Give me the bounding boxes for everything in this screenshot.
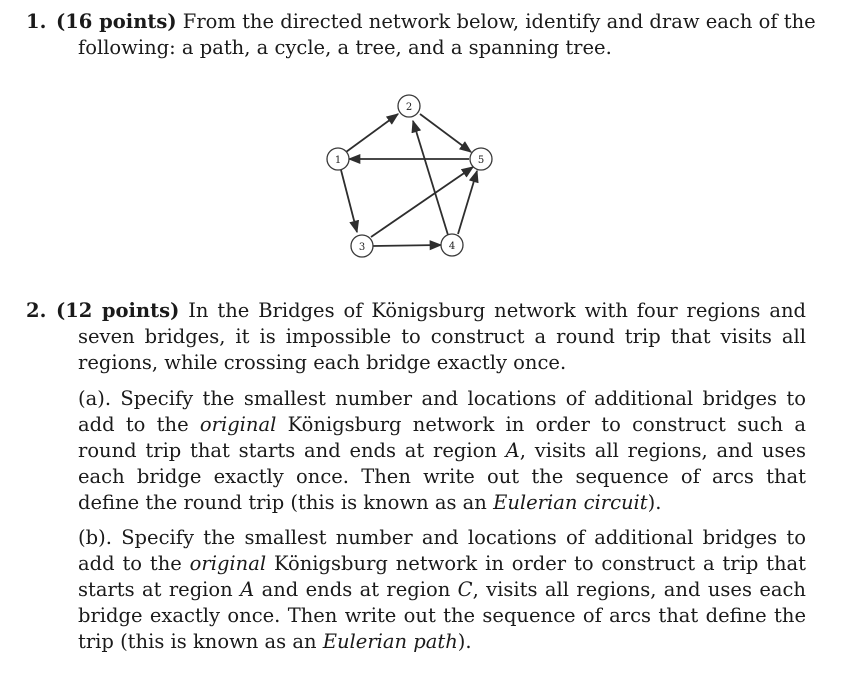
part-a-label: (a). xyxy=(78,387,112,410)
problem-1-number: 1. xyxy=(26,10,47,33)
part-b-eulerian-path: Eulerian path xyxy=(322,630,458,653)
part-a-region-a: A xyxy=(505,439,520,462)
problem-1-line-1 xyxy=(56,9,816,35)
problem-2-text: In the Bridges of Königsburg network with four regions and seven bridges, it is impossible to construct a round trip that visits all regions, while crossing each bridge exactly once. xyxy=(78,299,806,374)
problem-1-text-1: From the directed network below, identify and draw each of the xyxy=(182,10,816,33)
problem-2-number: 2. xyxy=(26,299,47,322)
part-a-eulerian-circuit: Eulerian circuit xyxy=(493,491,648,514)
problem-2-part-b xyxy=(78,525,806,655)
part-b-text-3: and ends at region xyxy=(261,578,451,601)
part-b-text-5: ). xyxy=(457,630,472,653)
part-b-region-a: A xyxy=(240,578,255,601)
part-a-original: original xyxy=(199,413,277,436)
part-b-text-2: Königsburg network in order to construct a trip that starts at region xyxy=(78,552,807,601)
edge-3-to-4 xyxy=(372,245,441,246)
problem-2-points: (12 points) xyxy=(56,299,180,322)
part-a-text-3: , visits all regions, and uses each bridge exactly once. Then write out the sequence of arcs that define the round trip (this is known as an xyxy=(78,439,807,514)
part-b-region-c: C xyxy=(457,578,473,601)
part-b-text-4: , visits all regions, and uses each bridge exactly once. Then write out the sequence of arcs that define the trip (this is known as an xyxy=(78,578,806,653)
problem-1-points: (16 points) xyxy=(56,10,177,33)
edge-1-to-2 xyxy=(346,114,398,152)
node-3-label: 3 xyxy=(358,242,366,253)
node-4-label: 4 xyxy=(448,241,456,252)
edge-2-to-5 xyxy=(420,114,471,152)
node-2 xyxy=(398,95,420,117)
node-5 xyxy=(470,148,492,170)
edge-3-to-5 xyxy=(371,167,473,237)
problem-2-text-block xyxy=(56,298,806,376)
problem-1-line-2: following: a path, a cycle, a tree, and a spanning tree. xyxy=(78,36,612,59)
part-a-text-4: ). xyxy=(647,491,662,514)
node-5-label: 5 xyxy=(477,155,485,166)
part-a-text-2: Königsburg network in order to construct such a round trip that starts and ends at region xyxy=(78,413,806,462)
problem-2-part-a xyxy=(78,386,806,516)
part-b-label: (b). xyxy=(78,526,112,549)
directed-network-figure xyxy=(310,88,510,268)
node-1-label: 1 xyxy=(334,155,342,166)
node-3 xyxy=(351,235,373,257)
part-a-text-1: Specify the smallest number and locations of additional bridges to add to the xyxy=(78,387,806,436)
node-1 xyxy=(327,148,349,170)
node-2-label: 2 xyxy=(405,102,413,113)
edge-4-to-2 xyxy=(413,121,448,235)
edge-1-to-3 xyxy=(341,170,357,232)
part-b-original: original xyxy=(189,552,267,575)
node-4 xyxy=(441,234,463,256)
edge-4-to-5 xyxy=(458,171,477,234)
part-b-text-1: Specify the smallest number and locations of additional bridges to add to the xyxy=(78,526,806,575)
